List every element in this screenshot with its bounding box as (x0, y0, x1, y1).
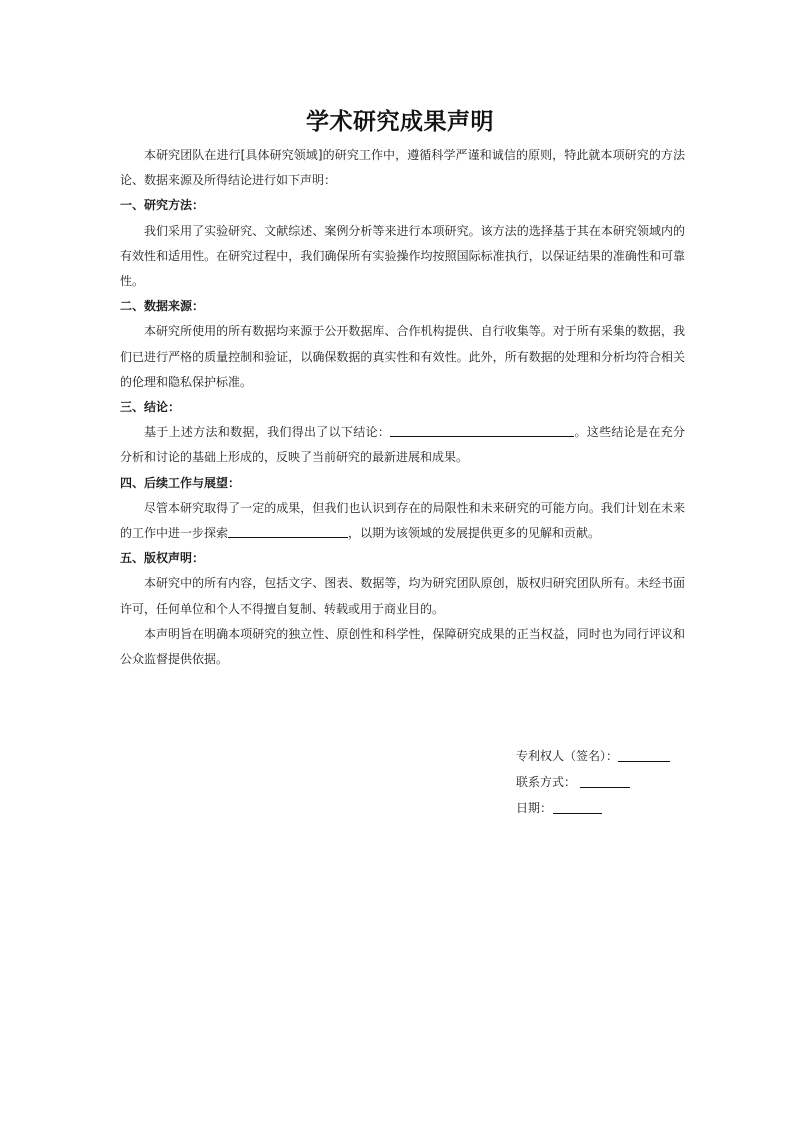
conclusion-blank-line[interactable] (390, 423, 574, 437)
section-heading-future: 四、后续工作与展望： (120, 475, 241, 490)
document-body (120, 143, 685, 672)
conclusion-text-after: 。这些结论是在充分分析和讨论的基础上形成的，反映了当前研究的最新进展和成果。 (120, 425, 685, 465)
contact-label: 联系方式： (516, 775, 577, 789)
closing-paragraph: 本声明旨在明确本项研究的独立性、原创性和科学性，保障研究成果的正当权益，同时也为同行评议和公众监督提供依据。 (120, 626, 685, 667)
section-body-conclusion (120, 420, 685, 470)
date-label: 日期： (516, 801, 553, 815)
future-blank-line[interactable] (228, 524, 348, 538)
date-line[interactable] (553, 800, 602, 814)
section-body-future (120, 496, 685, 546)
section-heading-conclusion: 三、结论： (120, 400, 181, 415)
patentee-label: 专利权人（签名）： (516, 749, 619, 763)
section-heading-copyright: 五、版权声明： (120, 551, 205, 566)
future-text-before: 尽管本研究取得了一定的成果，但我们也认识到存在的局限性和未来研究的可能方向。我们计划在未来的工作中进一步探索 (120, 500, 685, 541)
signature-patentee-row (516, 746, 670, 766)
signature-date-row (516, 798, 602, 818)
section-heading-method: 一、研究方法： (120, 198, 205, 213)
intro-paragraph: 本研究团队在进行[具体研究领域]的研究工作中，遵循科学严谨和诚信的原则，特此就本项研究的方法论、数据来源及所得结论进行如下声明： (120, 148, 685, 188)
document-title: 学术研究成果声明 (306, 109, 494, 135)
section-body-data: 本研究所使用的所有数据均来源于公开数据库、合作机构提供、自行收集等。对于所有采集的数据，我们已进行严格的质量控制和验证，以确保数据的真实性和有效性。此外，所有数据的处理和分析均符合相关的伦理和隐私保护标准。 (120, 324, 685, 389)
section-heading-data: 二、数据来源： (120, 299, 205, 314)
patentee-signature-line[interactable] (618, 748, 670, 762)
conclusion-text-before: 基于上述方法和数据，我们得出了以下结论： (144, 425, 391, 440)
contact-line[interactable] (580, 774, 630, 788)
section-body-copyright: 本研究中的所有内容，包括文字、图表、数据等，均为研究团队原创，版权归研究团队所有。未经书面许可，任何单位和个人不得擅自复制、转载或用于商业目的。 (120, 576, 685, 616)
section-body-method: 我们采用了实验研究、文献综述、案例分析等来进行本项研究。该方法的选择基于其在本研究领域内的有效性和适用性。在研究过程中，我们确保所有实验操作均按照国际标准执行，以保证结果的准确性和可靠性。 (120, 223, 685, 289)
future-text-after: ，以期为该领域的发展提供更多的见解和贡献。 (348, 526, 601, 541)
signature-contact-row (516, 772, 630, 792)
